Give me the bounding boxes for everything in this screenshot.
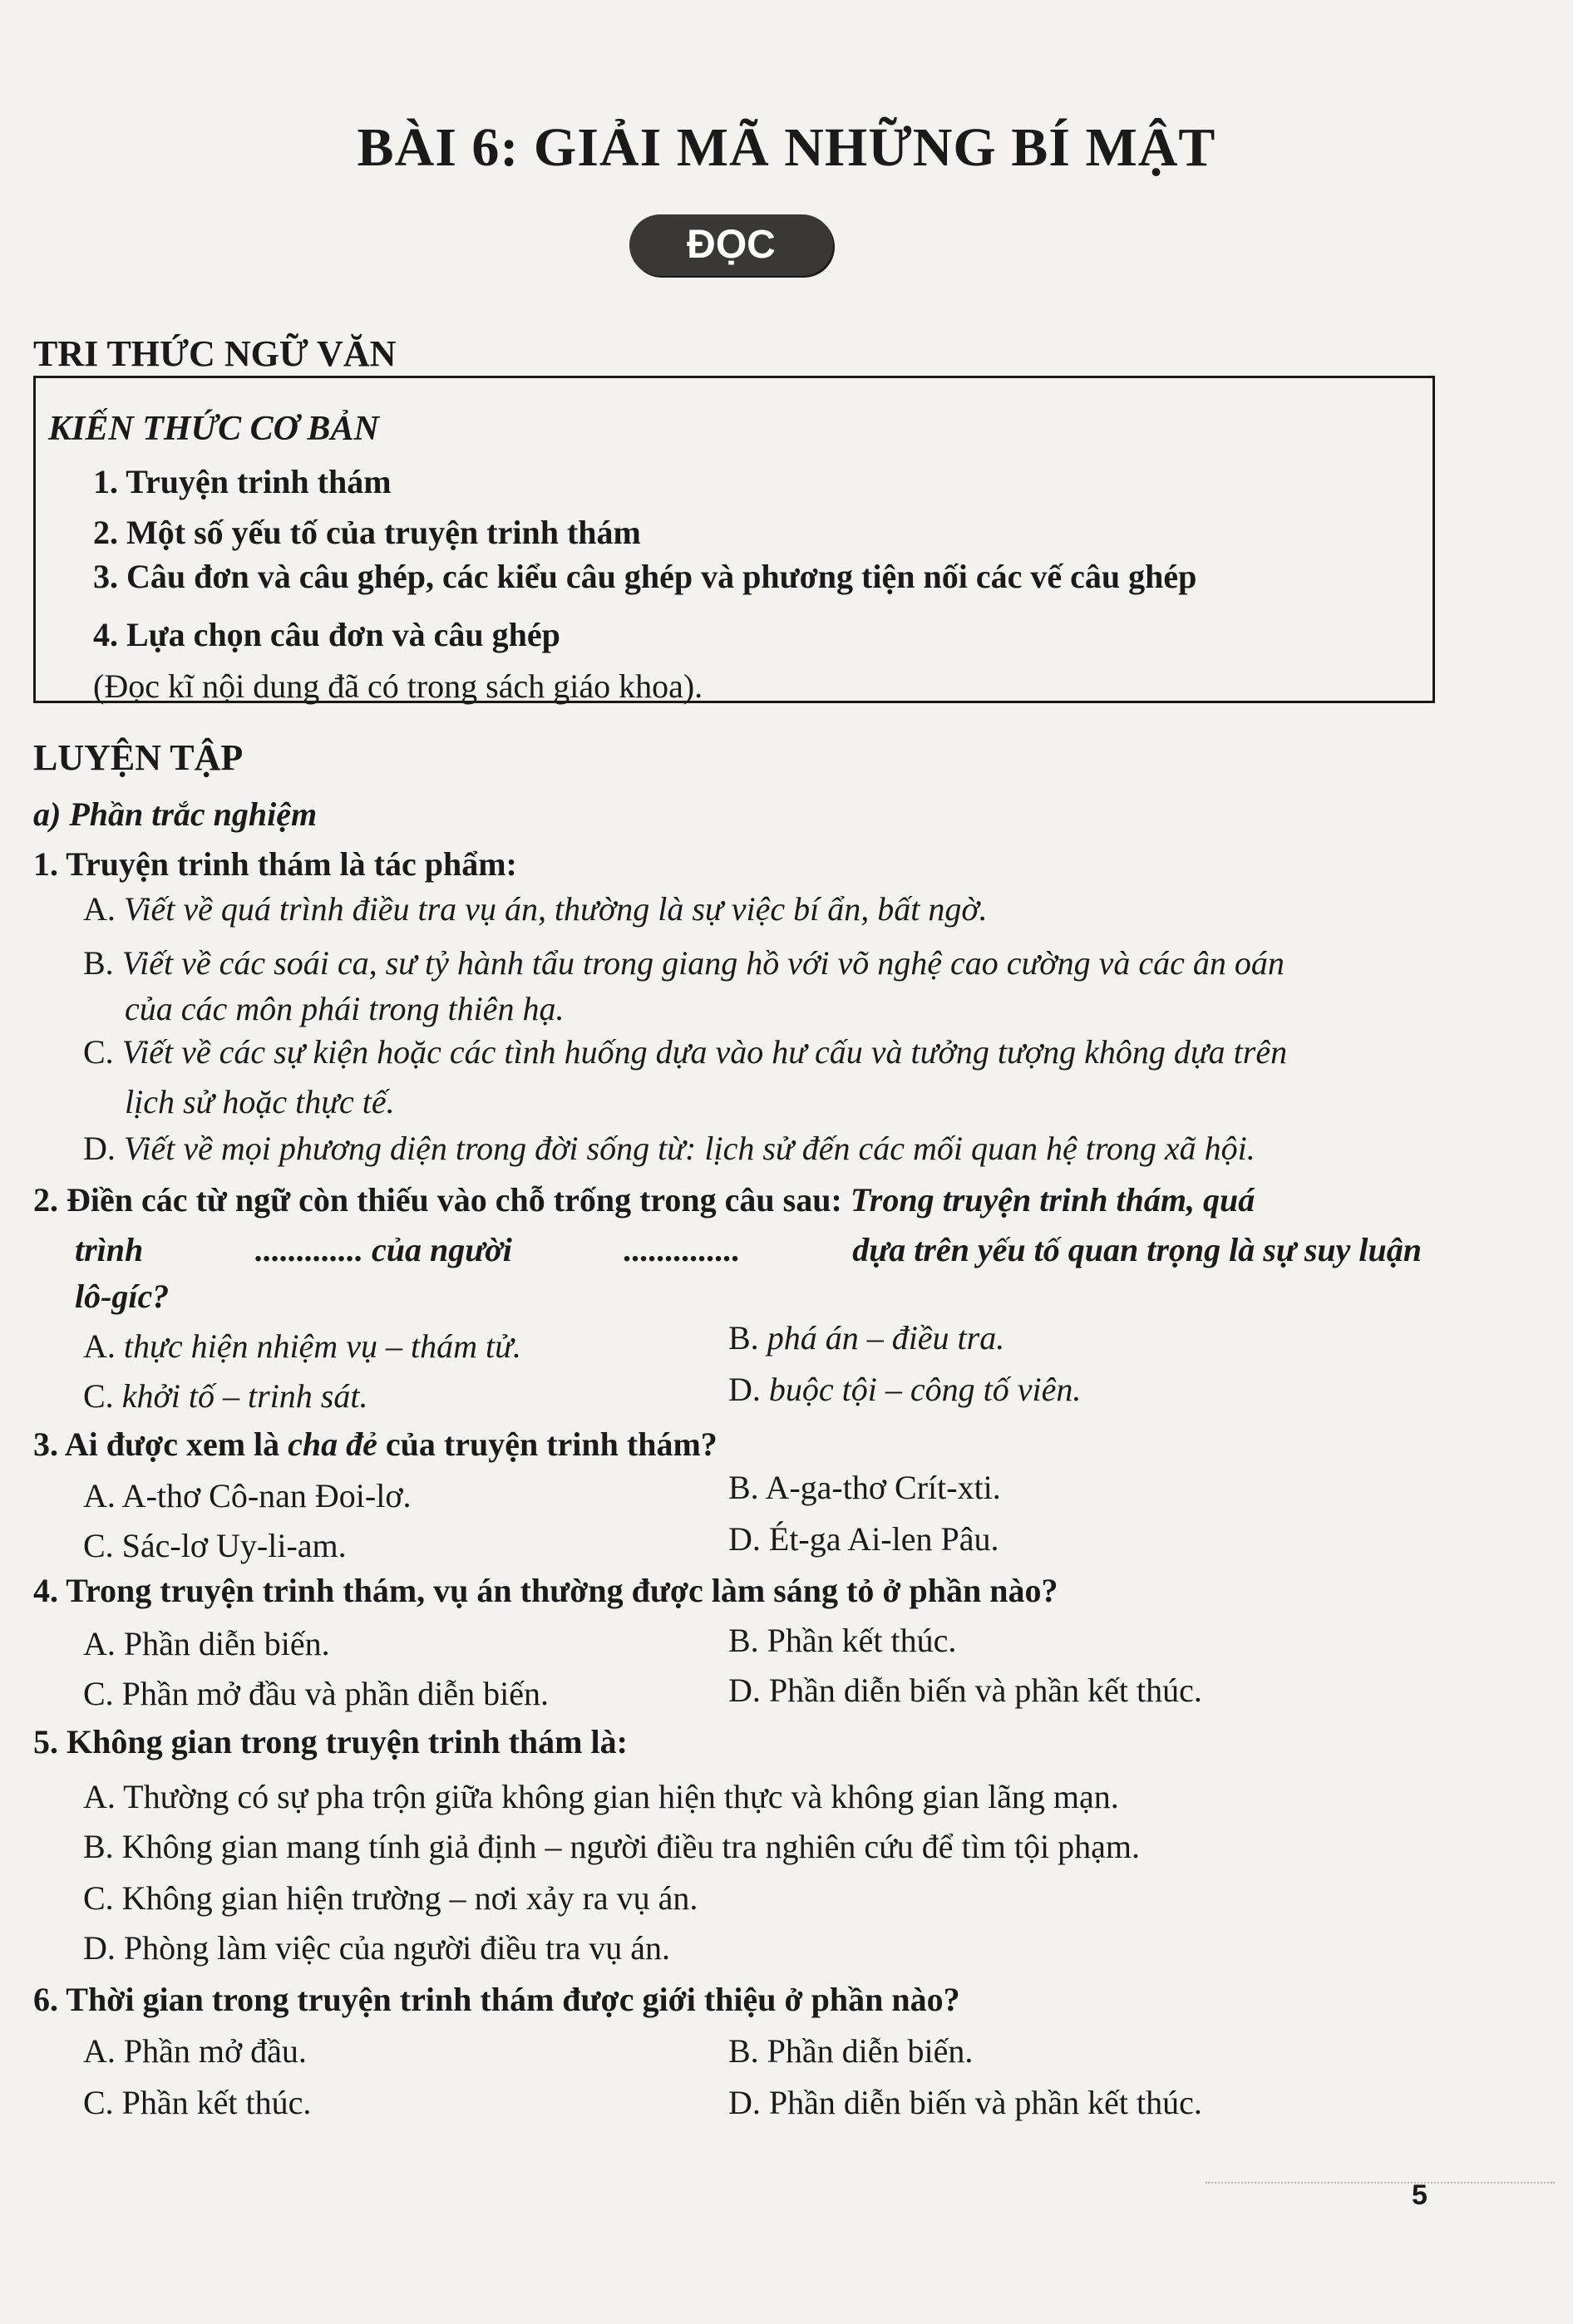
q5-option-c: C. Không gian hiện trường – nơi xảy ra vụ án.: [83, 1879, 698, 1917]
q4-option-a: A. Phần diễn biến.: [83, 1625, 330, 1662]
section-heading-practice: LUYỆN TẬP: [33, 737, 244, 778]
reading-badge: ĐỌC: [629, 214, 833, 276]
q3-option-a: A. A-thơ Cô-nan Đoi-lơ.: [83, 1477, 412, 1514]
knowledge-box-title: KIẾN THỨC CƠ BẢN: [48, 410, 379, 448]
q6-option-d: D. Phần diễn biến và phần kết thúc.: [728, 2084, 1202, 2121]
q3-option-c: C. Sác-lơ Uy-li-am.: [83, 1527, 347, 1564]
q2-option-d: D. buộc tội – công tố viên.: [728, 1371, 1082, 1408]
q1-option-a: A. Viết về quá trình điều tra vụ án, thường là sự việc bí ẩn, bất ngờ.: [83, 890, 988, 928]
knowledge-item: 4. Lựa chọn câu đơn và câu ghép: [93, 616, 560, 653]
knowledge-item: 3. Câu đơn và câu ghép, các kiểu câu ghép và phương tiện nối các vế câu ghép: [93, 558, 1197, 595]
footer-rule: [1206, 2182, 1555, 2185]
q1-option-c-cont: lịch sử hoặc thực tế.: [125, 1083, 395, 1120]
q6-option-b: B. Phần diễn biến.: [728, 2032, 974, 2070]
q1-option-b-cont: của các môn phái trong thiên hạ.: [125, 990, 565, 1027]
knowledge-item: 2. Một số yếu tố của truyện trinh thám: [93, 514, 641, 551]
q2-option-b: B. phá án – điều tra.: [728, 1319, 1005, 1356]
q5-option-d: D. Phòng làm việc của người điều tra vụ án.: [83, 1929, 670, 1967]
question-3: 3. Ai được xem là cha đẻ của truyện trinh thám?: [33, 1425, 717, 1463]
question-6: 6. Thời gian trong truyện trinh thám được giới thiệu ở phần nào?: [33, 1981, 960, 2018]
q6-option-c: C. Phần kết thúc.: [83, 2084, 312, 2121]
question-2: 2. Điền các từ ngữ còn thiếu vào chỗ trống trong câu sau: Trong truyện trinh thám, quá: [33, 1181, 1255, 1219]
q3-option-d: D. Ét-ga Ai-len Pâu.: [728, 1520, 999, 1558]
knowledge-item: 1. Truyện trinh thám: [93, 463, 392, 500]
question-4: 4. Trong truyện trinh thám, vụ án thường được làm sáng tỏ ở phần nào?: [33, 1572, 1058, 1609]
q4-option-b: B. Phần kết thúc.: [728, 1622, 957, 1659]
question-2-line-2: trình ............. của người .............. dựa trên yếu tố quan trọng là sự suy luận: [75, 1231, 1422, 1268]
question-5: 5. Không gian trong truyện trinh thám là:: [33, 1723, 628, 1760]
question-1: 1. Truyện trinh thám là tác phẩm:: [33, 845, 517, 883]
page-number: 5: [1412, 2179, 1428, 2211]
subsection-heading: a) Phần trắc nghiệm: [33, 795, 318, 833]
q5-option-b: B. Không gian mang tính giả định – người điều tra nghiên cứu để tìm tội phạm.: [83, 1828, 1140, 1865]
q4-option-c: C. Phần mở đầu và phần diễn biến.: [83, 1675, 549, 1712]
q1-option-c: C. Viết về các sự kiện hoặc các tình huống dựa vào hư cấu và tưởng tượng không dựa trên: [83, 1033, 1288, 1071]
q2-option-a: A. thực hiện nhiệm vụ – thám tử.: [83, 1327, 521, 1365]
q3-option-b: B. A-ga-thơ Crít-xti.: [728, 1469, 1001, 1506]
q1-option-b: B. Viết về các soái ca, sư tỷ hành tẩu trong giang hồ với võ nghệ cao cường và các ân oán: [83, 944, 1285, 982]
q4-option-d: D. Phần diễn biến và phần kết thúc.: [728, 1672, 1202, 1709]
knowledge-note: (Đọc kĩ nội dung đã có trong sách giáo khoa).: [93, 667, 703, 705]
q5-option-a: A. Thường có sự pha trộn giữa không gian hiện thực và không gian lãng mạn.: [83, 1778, 1119, 1815]
q2-option-c: C. khởi tố – trinh sát.: [83, 1377, 368, 1415]
question-2-line-3: lô-gíc?: [75, 1278, 170, 1315]
q6-option-a: A. Phần mở đầu.: [83, 2032, 307, 2070]
section-heading-knowledge: TRI THỨC NGỮ VĂN: [33, 333, 397, 374]
lesson-title: BÀI 6: GIẢI MÃ NHỮNG BÍ MẬT: [357, 117, 1216, 178]
q1-option-d: D. Viết về mọi phương diện trong đời sống từ: lịch sử đến các mối quan hệ trong xã hội.: [83, 1130, 1255, 1167]
